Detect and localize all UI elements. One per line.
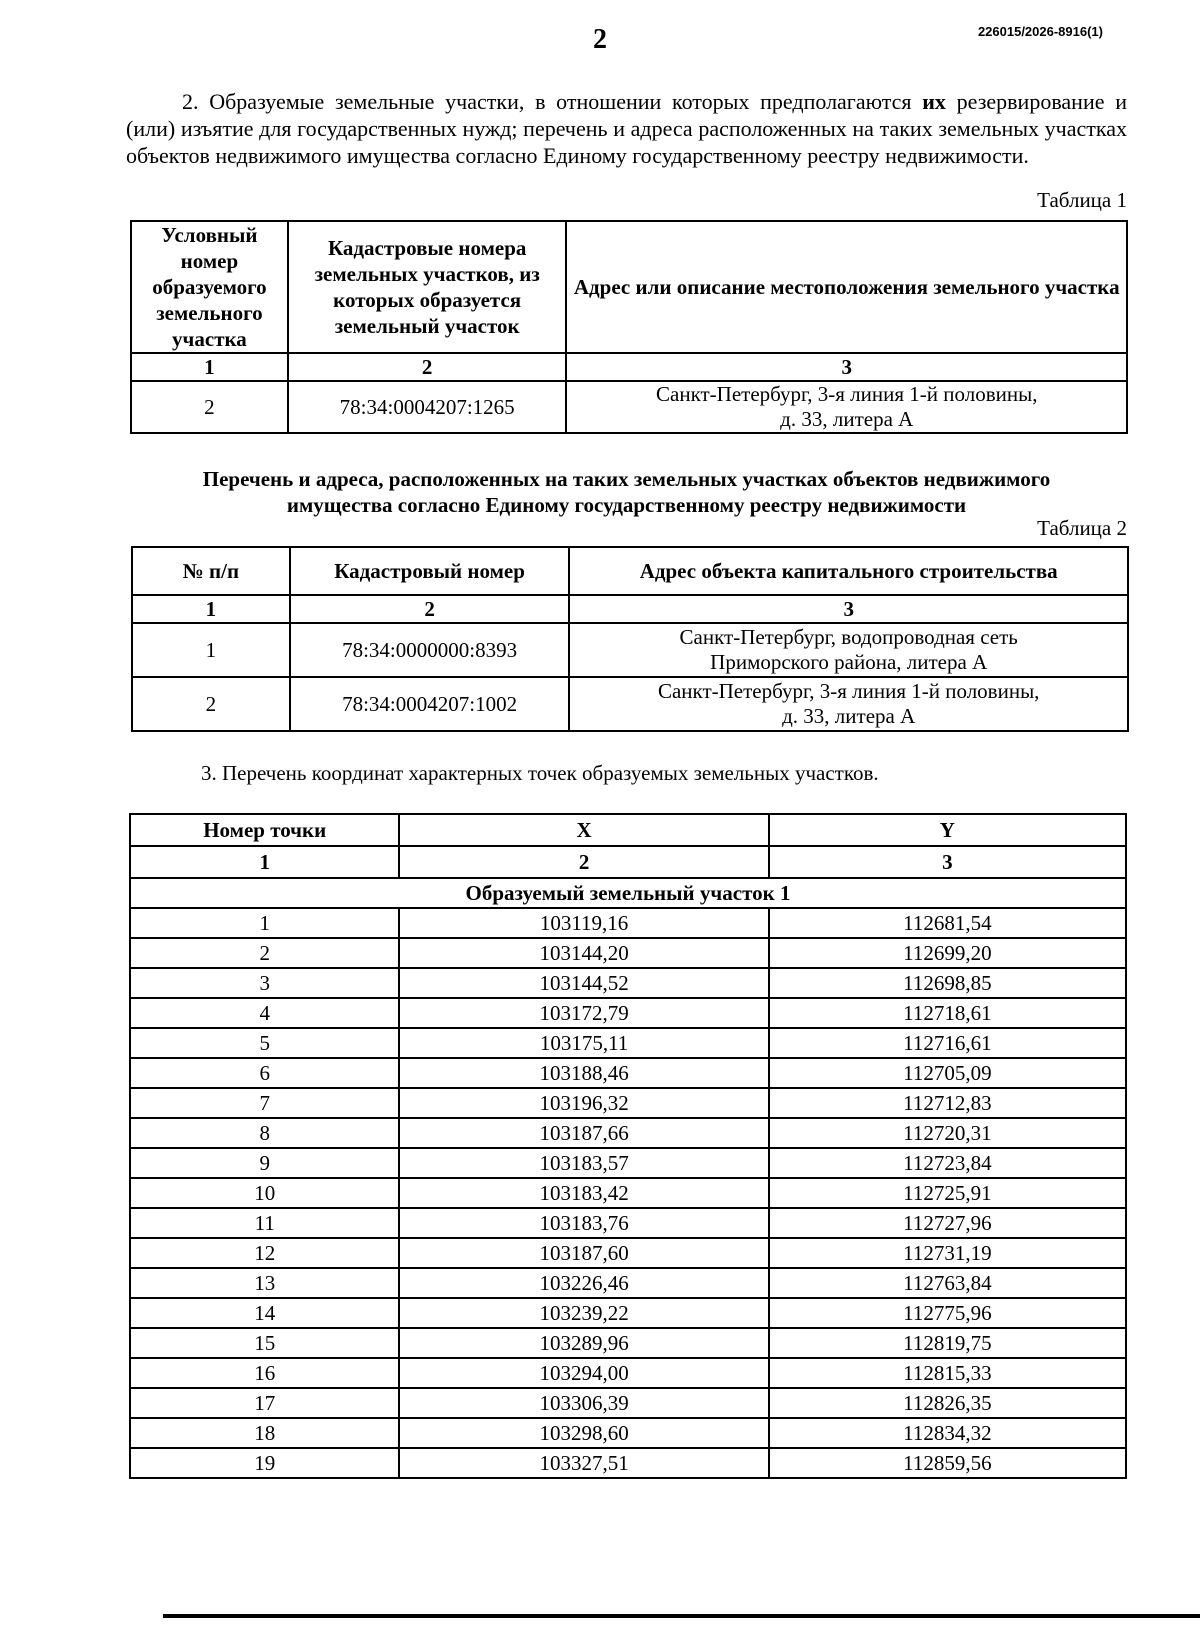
table1-header-parcel-number: Условный номер образуемого земельного участка bbox=[131, 221, 288, 353]
x-coordinate-cell: 103294,00 bbox=[399, 1358, 768, 1388]
point-number-cell: 4 bbox=[130, 998, 399, 1028]
x-coordinate-cell: 103188,46 bbox=[399, 1058, 768, 1088]
table2-cell-cadastral: 78:34:0000000:8393 bbox=[290, 623, 570, 677]
y-coordinate-cell: 112815,33 bbox=[769, 1358, 1126, 1388]
table2-header-cadastral: Кадастровый номер bbox=[290, 547, 570, 595]
table-row bbox=[130, 1268, 1126, 1298]
table2-col-number: 2 bbox=[290, 595, 570, 623]
table-row bbox=[130, 1148, 1126, 1178]
table2-cell-address bbox=[569, 677, 1128, 731]
point-number-cell: 16 bbox=[130, 1358, 399, 1388]
y-coordinate-cell: 112775,96 bbox=[769, 1298, 1126, 1328]
table1-header-address: Адрес или описание местоположения земельного участка bbox=[566, 221, 1127, 353]
y-coordinate-cell: 112731,19 bbox=[769, 1238, 1126, 1268]
table-row bbox=[130, 1298, 1126, 1328]
y-coordinate-cell: 112712,83 bbox=[769, 1088, 1126, 1118]
table-row bbox=[131, 381, 1127, 433]
address-line: Санкт-Петербург, 3-я линия 1-й половины, bbox=[657, 679, 1040, 703]
bottom-border-line bbox=[163, 1614, 1200, 1618]
point-number-cell: 17 bbox=[130, 1388, 399, 1418]
point-number-cell: 5 bbox=[130, 1028, 399, 1058]
point-number-cell: 7 bbox=[130, 1088, 399, 1118]
table1-column-number-row bbox=[131, 353, 1127, 381]
table-row bbox=[132, 677, 1128, 731]
coordinates-col-number: 3 bbox=[769, 846, 1126, 878]
table-row bbox=[130, 908, 1126, 938]
table2-column-number-row bbox=[132, 595, 1128, 623]
address-line: д. 33, литера А bbox=[780, 407, 914, 431]
table-row bbox=[132, 623, 1128, 677]
y-coordinate-cell: 112681,54 bbox=[769, 908, 1126, 938]
table1-header-cadastral: Кадастровые номера земельных участков, из которых образуется земельный участок bbox=[288, 221, 567, 353]
x-coordinate-cell: 103289,96 bbox=[399, 1328, 768, 1358]
table2-header-address: Адрес объекта капитального строительства bbox=[569, 547, 1128, 595]
y-coordinate-cell: 112826,35 bbox=[769, 1388, 1126, 1418]
table2-cell-number: 2 bbox=[132, 677, 290, 731]
objects-list-heading bbox=[126, 466, 1127, 518]
table1-cell-number: 2 bbox=[131, 381, 288, 433]
y-coordinate-cell: 112716,61 bbox=[769, 1028, 1126, 1058]
table1-col-number: 1 bbox=[131, 353, 288, 381]
table2-col-number: 1 bbox=[132, 595, 290, 623]
page-number: 2 bbox=[593, 24, 607, 55]
address-line: д. 33, литера А bbox=[782, 704, 916, 728]
table-row bbox=[130, 1088, 1126, 1118]
point-number-cell: 2 bbox=[130, 938, 399, 968]
address-line: Санкт-Петербург, водопроводная сеть bbox=[679, 625, 1018, 649]
y-coordinate-cell: 112725,91 bbox=[769, 1178, 1126, 1208]
point-number-cell: 13 bbox=[130, 1268, 399, 1298]
coordinates-header-x: X bbox=[399, 814, 768, 846]
point-number-cell: 10 bbox=[130, 1178, 399, 1208]
table1-header-row bbox=[131, 221, 1127, 353]
x-coordinate-cell: 103183,42 bbox=[399, 1178, 768, 1208]
x-coordinate-cell: 103175,11 bbox=[399, 1028, 768, 1058]
intro-text-start: 2. Образуемые земельные участки, в отношении которых предполагаются bbox=[182, 89, 923, 114]
table-row bbox=[130, 1028, 1126, 1058]
intro-text-bold: их bbox=[922, 89, 946, 114]
coordinates-header-row bbox=[130, 814, 1126, 846]
x-coordinate-cell: 103187,66 bbox=[399, 1118, 768, 1148]
point-number-cell: 8 bbox=[130, 1118, 399, 1148]
table2-cell-address bbox=[569, 623, 1128, 677]
table-row bbox=[130, 1358, 1126, 1388]
coordinates-column-number-row bbox=[130, 846, 1126, 878]
coordinates-header-point: Номер точки bbox=[130, 814, 399, 846]
table1-caption: Таблица 1 bbox=[1037, 188, 1127, 212]
y-coordinate-cell: 112699,20 bbox=[769, 938, 1126, 968]
y-coordinate-cell: 112718,61 bbox=[769, 998, 1126, 1028]
y-coordinate-cell: 112720,31 bbox=[769, 1118, 1126, 1148]
table1-col-number: 3 bbox=[566, 353, 1127, 381]
address-line: Санкт-Петербург, 3-я линия 1-й половины, bbox=[656, 382, 1038, 406]
point-number-cell: 6 bbox=[130, 1058, 399, 1088]
point-number-cell: 11 bbox=[130, 1208, 399, 1238]
x-coordinate-cell: 103239,22 bbox=[399, 1298, 768, 1328]
coordinates-body bbox=[130, 908, 1126, 1478]
coordinates-col-number: 2 bbox=[399, 846, 768, 878]
table-row bbox=[130, 1328, 1126, 1358]
point-number-cell: 18 bbox=[130, 1418, 399, 1448]
x-coordinate-cell: 103298,60 bbox=[399, 1418, 768, 1448]
y-coordinate-cell: 112727,96 bbox=[769, 1208, 1126, 1238]
table-row bbox=[130, 1418, 1126, 1448]
x-coordinate-cell: 103196,32 bbox=[399, 1088, 768, 1118]
table2-caption: Таблица 2 bbox=[1037, 516, 1127, 540]
table-row bbox=[130, 968, 1126, 998]
y-coordinate-cell: 112834,32 bbox=[769, 1418, 1126, 1448]
point-number-cell: 3 bbox=[130, 968, 399, 998]
section3-title: 3. Перечень координат характерных точек образуемых земельных участков. bbox=[201, 761, 879, 785]
table2-cell-number: 1 bbox=[132, 623, 290, 677]
point-number-cell: 12 bbox=[130, 1238, 399, 1268]
table2-col-number: 3 bbox=[569, 595, 1128, 623]
x-coordinate-cell: 103183,76 bbox=[399, 1208, 768, 1238]
intro-text-end: резервирование и (или) изъятие для государственных нужд; перечень и адреса расположенных на таких земельных участках объектов недвижимого имущества согласно Единому государственному реестру недвижимости. bbox=[126, 89, 1127, 168]
table-row bbox=[130, 1448, 1126, 1478]
coordinates-section-row bbox=[130, 878, 1126, 908]
table-row bbox=[130, 1118, 1126, 1148]
x-coordinate-cell: 103119,16 bbox=[399, 908, 768, 938]
table1-cell-address bbox=[566, 381, 1127, 433]
table2-header-index: № п/п bbox=[132, 547, 290, 595]
table1-col-number: 2 bbox=[288, 353, 567, 381]
point-number-cell: 19 bbox=[130, 1448, 399, 1478]
y-coordinate-cell: 112705,09 bbox=[769, 1058, 1126, 1088]
table2-header-row bbox=[132, 547, 1128, 595]
x-coordinate-cell: 103306,39 bbox=[399, 1388, 768, 1418]
x-coordinate-cell: 103183,57 bbox=[399, 1148, 768, 1178]
coordinates-header-y: Y bbox=[769, 814, 1126, 846]
document-id: 226015/2026-8916(1) bbox=[977, 24, 1103, 39]
y-coordinate-cell: 112859,56 bbox=[769, 1448, 1126, 1478]
table1-cell-cadastral: 78:34:0004207:1265 bbox=[288, 381, 567, 433]
heading-line: Перечень и адреса, расположенных на таких земельных участках объектов недвижимого bbox=[202, 467, 1051, 491]
y-coordinate-cell: 112763,84 bbox=[769, 1268, 1126, 1298]
table-row bbox=[130, 1178, 1126, 1208]
y-coordinate-cell: 112698,85 bbox=[769, 968, 1126, 998]
point-number-cell: 1 bbox=[130, 908, 399, 938]
point-number-cell: 9 bbox=[130, 1148, 399, 1178]
heading-line: имущества согласно Единому государственному реестру недвижимости bbox=[286, 493, 967, 517]
coordinates-section-title: Образуемый земельный участок 1 bbox=[130, 878, 1126, 908]
table-row bbox=[130, 1058, 1126, 1088]
y-coordinate-cell: 112723,84 bbox=[769, 1148, 1126, 1178]
y-coordinate-cell: 112819,75 bbox=[769, 1328, 1126, 1358]
x-coordinate-cell: 103172,79 bbox=[399, 998, 768, 1028]
coordinates-col-number: 1 bbox=[130, 846, 399, 878]
table-row bbox=[130, 1238, 1126, 1268]
table-row bbox=[130, 1388, 1126, 1418]
table-row bbox=[130, 1208, 1126, 1238]
point-number-cell: 14 bbox=[130, 1298, 399, 1328]
x-coordinate-cell: 103187,60 bbox=[399, 1238, 768, 1268]
point-number-cell: 15 bbox=[130, 1328, 399, 1358]
coordinates-table bbox=[129, 813, 1127, 1479]
x-coordinate-cell: 103144,52 bbox=[399, 968, 768, 998]
table1 bbox=[130, 220, 1128, 434]
x-coordinate-cell: 103144,20 bbox=[399, 938, 768, 968]
address-line: Приморского района, литера А bbox=[710, 650, 988, 674]
table-row bbox=[130, 938, 1126, 968]
table-row bbox=[130, 998, 1126, 1028]
x-coordinate-cell: 103327,51 bbox=[399, 1448, 768, 1478]
x-coordinate-cell: 103226,46 bbox=[399, 1268, 768, 1298]
intro-paragraph bbox=[126, 88, 1127, 169]
table2-cell-cadastral: 78:34:0004207:1002 bbox=[290, 677, 570, 731]
table2 bbox=[131, 546, 1129, 732]
